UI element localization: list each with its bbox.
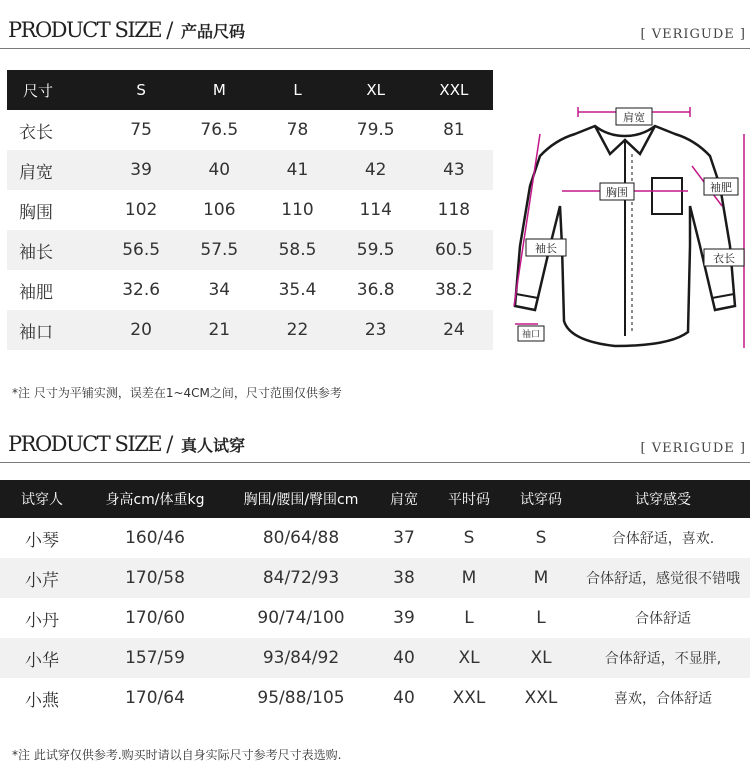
size-table-header-cell: L (258, 70, 336, 110)
fitting-table-cell: 小华 (0, 638, 84, 678)
length-label: 衣长 (713, 252, 735, 265)
fitting-table-cell: 170/58 (84, 558, 226, 598)
size-table-cell: 60.5 (415, 230, 493, 270)
fitting-table-cell: 合体舒适 (635, 611, 691, 627)
fitting-table-header-cell: 试穿码 (506, 480, 576, 518)
size-table-cell: 43 (415, 150, 493, 190)
fitting-table-header-cell: 肩宽 (376, 480, 432, 518)
cuff-label: 袖口 (521, 330, 541, 340)
fitting-table-cell: S (463, 528, 475, 548)
fitting-table-cell: 160/46 (125, 528, 185, 548)
section-title (8, 432, 245, 456)
size-table-header-cell: XXL (415, 70, 493, 110)
size-table-cell: 110 (281, 200, 314, 220)
size-table-cell: 36.8 (356, 280, 395, 300)
size-table-cell: 102 (124, 200, 158, 220)
fitting-table-cell: 40 (393, 688, 415, 708)
table-row (0, 678, 750, 718)
size-table-cell: 袖长 (7, 230, 102, 270)
fitting-table-cell: 小芹 (0, 558, 84, 598)
fitting-table-cell: 38 (376, 558, 432, 598)
fitting-table-cell: 合体舒适，喜欢. (611, 531, 715, 547)
title-slash: / (161, 18, 177, 42)
fitting-table-cell: 37 (393, 528, 415, 548)
fitting-table-cell: XXL (524, 688, 558, 708)
sleeve-width-label: 袖肥 (710, 181, 732, 194)
fitting-table-cell: M (506, 558, 576, 598)
shirt-illustration (500, 96, 750, 366)
size-table-cell: 24 (415, 310, 493, 350)
size-table-cell: 肩宽 (7, 150, 102, 190)
table-row (7, 270, 493, 310)
fitting-table-cell: 93/84/92 (226, 638, 376, 678)
size-table-header-cell: XL (337, 70, 415, 110)
size-table-cell: 58.5 (258, 230, 336, 270)
fitting-table-cell: 40 (376, 638, 432, 678)
size-table-header-cell: M (180, 70, 258, 110)
size-table-cell: 40 (180, 150, 258, 190)
chest-label: 胸围 (606, 186, 628, 199)
fitting-table-header-cell: 平时码 (432, 480, 506, 518)
fitting-table-cell: 合体舒适，不显胖, (576, 638, 750, 678)
size-table-cell: 114 (359, 200, 392, 220)
size-table-cell: 38.2 (434, 280, 473, 300)
fitting-table-cell: 90/74/100 (257, 608, 345, 628)
fitting-table-cell: M (432, 558, 506, 598)
size-table-cell: 59.5 (337, 230, 415, 270)
section-title (8, 18, 245, 42)
section-header-fitting (0, 414, 750, 463)
size-table-cell: 袖肥 (19, 282, 53, 303)
size-table-cell: 41 (258, 150, 336, 190)
fitting-table-cell: S (535, 528, 547, 548)
fitting-table-cell: 小燕 (25, 690, 59, 711)
size-table-cell: 81 (443, 120, 465, 140)
garment-diagram (500, 96, 750, 366)
size-table-cell: 34 (208, 280, 231, 300)
table-row (0, 558, 750, 598)
size-table-cell: 35.4 (278, 280, 317, 300)
fitting-table-header-cell: 胸围/腰围/臀围cm (226, 480, 376, 518)
table-row (7, 150, 493, 190)
fitting-table-cell: 95/88/105 (257, 688, 345, 708)
section-header-product-size (0, 0, 750, 49)
size-table-cell: 39 (102, 150, 180, 190)
size-table-cell: 32.6 (122, 280, 161, 300)
size-table-cell: 23 (337, 310, 415, 350)
size-table-cell: 21 (180, 310, 258, 350)
size-table-cell: 袖口 (7, 310, 102, 350)
fitting-table-cell: 合体舒适，感觉很不错哦 (576, 558, 750, 598)
size-table-cell: 42 (337, 150, 415, 190)
size-table-cell: 57.5 (180, 230, 258, 270)
fitting-table-cell: XXL (452, 688, 486, 708)
fitting-table-cell: XL (432, 638, 506, 678)
title-en: PRODUCT SIZE (8, 18, 162, 42)
sleeve-length-label: 袖长 (535, 242, 557, 255)
fitting-table-header-cell: 试穿感受 (576, 480, 750, 518)
size-table-cell: 78 (286, 120, 309, 140)
size-table-header-cell: 尺寸 (7, 70, 102, 110)
table-row (7, 230, 493, 270)
size-table-cell: 20 (102, 310, 180, 350)
fitting-table-header-cell: 试穿人 (0, 480, 84, 518)
title-slash: / (161, 432, 177, 456)
fitting-table-cell: 157/59 (84, 638, 226, 678)
brand-label: [ VERIGUDE ] (640, 27, 746, 42)
title-en: PRODUCT SIZE (8, 432, 162, 456)
fitting-table-cell: 喜欢，合体舒适 (614, 691, 712, 707)
size-table-cell: 56.5 (102, 230, 180, 270)
table-row (7, 110, 493, 150)
size-table-cell: 118 (437, 200, 471, 220)
size-table-header-cell: S (102, 70, 180, 110)
fitting-table-header (0, 480, 750, 518)
size-table-cell: 22 (258, 310, 336, 350)
fitting-table-cell: 170/64 (125, 688, 185, 708)
table-row (7, 190, 493, 230)
size-table-cell: 76.5 (200, 120, 239, 140)
brand-label: [ VERIGUDE ] (640, 441, 746, 456)
fitting-table-cell: 170/60 (125, 608, 185, 628)
size-table-cell: 衣长 (19, 122, 53, 143)
size-note: *注 尺寸为平铺实测，误差在1~4CM之间，尺寸范围仅供参考 (12, 386, 342, 400)
size-table-cell: 75 (130, 120, 152, 140)
shoulder-label: 肩宽 (623, 111, 645, 124)
fitting-table-cell: L (536, 608, 546, 628)
fitting-table-cell: 39 (393, 608, 415, 628)
table-row (0, 638, 750, 678)
size-table-cell: 79.5 (356, 120, 395, 140)
table-row (7, 310, 493, 350)
size-table-cell: 胸围 (19, 202, 53, 223)
size-table-header (7, 70, 493, 110)
fitting-table-cell: 小琴 (25, 530, 59, 551)
fitting-table-cell: L (464, 608, 474, 628)
fitting-table-header-cell: 身高cm/体重kg (84, 480, 226, 518)
fitting-table-cell: 80/64/88 (262, 528, 340, 548)
size-table (7, 70, 493, 350)
table-row (0, 598, 750, 638)
fitting-table-cell: 小丹 (25, 610, 59, 631)
title-cn: 产品尺码 (180, 22, 245, 41)
title-cn: 真人试穿 (180, 436, 245, 455)
fitting-table-cell: 84/72/93 (226, 558, 376, 598)
size-table-cell: 106 (203, 200, 236, 220)
fitting-note: *注 此试穿仅供参考.购买时请以自身实际尺寸参考尺寸表选购. (12, 748, 342, 762)
table-row (0, 518, 750, 558)
fitting-table-cell: XL (506, 638, 576, 678)
fitting-table (0, 480, 750, 718)
